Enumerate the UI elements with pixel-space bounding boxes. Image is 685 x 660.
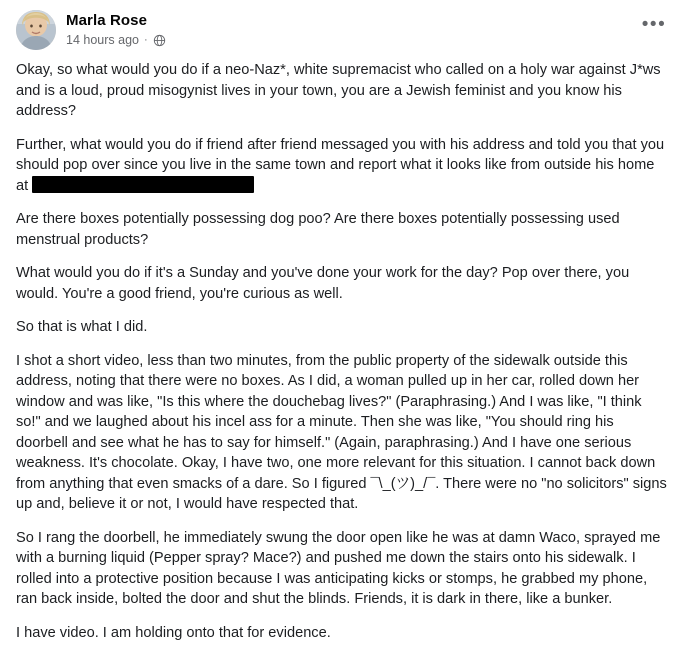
post-body — [16, 60, 669, 660]
author-name[interactable]: Marla Rose — [66, 12, 148, 29]
post-paragraph-redacted — [16, 135, 669, 197]
post-paragraph: So I rang the doorbell, he immediately swung the door open like he was at damn Waco, sprayed me with a burning liquid (Pepper spray? Mace?) and pushed me down the stairs onto his sidewalk. I rolled into a protective position because I was anticipating kicks or stomps, he grabbed my phone, ran back inside, bolted the door and shut the blinds. Friends, it is dark in there, like a bunker. — [16, 529, 661, 607]
post-paragraph: So that is what I did. — [16, 319, 148, 335]
post-paragraph: I have video. I am holding onto that for evidence. — [16, 624, 331, 641]
post-paragraph: What would you do if it's a Sunday and you've done your work for the day? Pop over there, you would. You're a good friend, you're curious as well. — [16, 265, 630, 302]
meta-separator: · — [143, 34, 148, 46]
post-header — [16, 10, 669, 50]
post-paragraph: I shot a short video, less than two minutes, from the public property of the sidewalk outside this address, noting that there were no boxes. As I did, a woman pulled up in her car, rolled down her window and was like, "Is this where the douchebag lives?" (Paraphrasing.) And I was like, "I think so!" and we laughed about his incel ass for a minute. Then she was like, "You should ring his doorbell and see what he has to say for himself." (Again, paraphrasing.) And I have one serious weakness. It's chocolate. Okay, I have two, one more relevant for this situation. I cannot back down from anything that even smacks of a dare. So I figured ¯\_(ツ)_/¯. There were no "no solicitors" signs up and, believe it or not, I would have respected that. — [16, 352, 667, 512]
post-paragraph: Okay, so what would you do if a neo-Naz*, white supremacist who called on a holy war against J*ws and is a loud, proud misogynist lives in your town, you are a Jewish feminist and you know his address? — [16, 62, 661, 119]
post-meta — [66, 32, 166, 48]
post-timestamp[interactable]: 14 hours ago — [66, 33, 139, 47]
post-options-menu-button[interactable]: ••• — [641, 13, 667, 35]
redacted-address-block — [32, 176, 254, 193]
avatar[interactable] — [16, 10, 56, 50]
paragraph-text-before: Further, what would you do if friend after friend messaged you with his address and told you that you should pop over since you live in the same town and report what it looks like from outside his home at — [16, 136, 665, 194]
post-paragraph: Are there boxes potentially possessing dog poo? Are there boxes potentially possessing used menstrual products? — [16, 211, 620, 248]
avatar-image — [16, 10, 56, 50]
globe-icon[interactable] — [153, 34, 166, 47]
post-header-text — [66, 10, 166, 48]
